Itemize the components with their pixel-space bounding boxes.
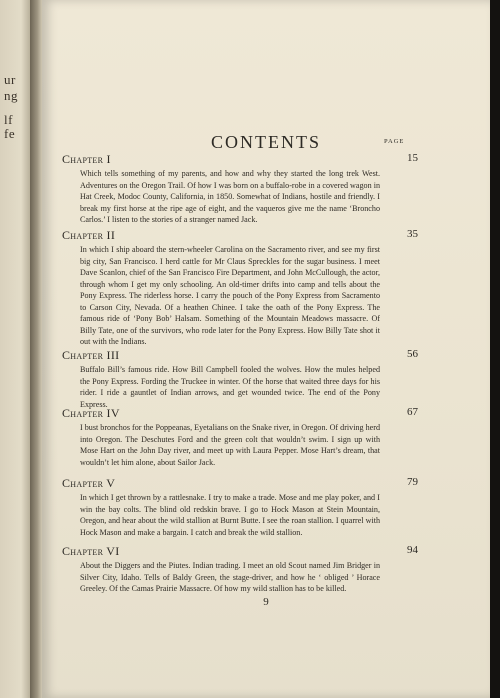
chapter-page-number: 94	[407, 544, 418, 556]
page-number-footer: 9	[263, 596, 269, 608]
chapter-heading: Chapter V	[62, 476, 116, 490]
chapter-heading: Chapter I	[62, 152, 111, 166]
chapter-summary: In which I ship aboard the stern-wheeler Carolina on the Sacramento river, and see my first big city, San Francisco. I herd cattle for Mr Claus Spreckles for the sugar business. I meet Dave Scanlon, chief of the San Francisco Fire Department, and John McCullough, the actor, through whom I get my only schooling. An old-timer drifts into camp and tells about the Pony Express. The riderless horse. I carry the pouch of the Pony Express from Sacramento to Carson City, Nevada. Of a heathen Chinee. I take the oath of the Pony Express. The famous ride of ‘Pony Bob’ Halsam. Something of the Mountain Meadows massacre. Of Billy Tate, one of the survivors, who rode later for the Pony Express. How Billy Tate shot it out with the Indians.	[80, 245, 380, 346]
chapter-page-number: 35	[407, 228, 418, 240]
chapter-entry	[62, 406, 418, 468]
previous-page-fragment: lf	[4, 112, 13, 127]
page-edge-shadow	[490, 0, 500, 698]
page-title: CONTENTS	[211, 132, 321, 152]
chapter-summary: Which tells something of my parents, and how and why they started the long trek West. Adventures on the Oregon Trail. Of how I was born on a buffalo-robe in a covered wagon in Hat Creek, Modoc County, California, in 1850. Somewhat of Indians, hostile and friendly. I break my first horse at the ripe age of eight, and the vaqueros give me the name ‘Broncho Carlos.’ I listen to the stories of a stranger named Jack.	[80, 169, 380, 224]
previous-page-edge	[0, 0, 30, 698]
chapter-summary: About the Diggers and the Piutes. Indian trading. I meet an old Scout named Jim Bridger in Silver City, Idaho. Tells of Baldy Green, the stage-driver, and how he ‘ obliged ’ Horace Greeley. Of the Camas Prairie Massacre. Of how my wild stallion has to be killed.	[80, 561, 380, 593]
book-gutter	[30, 0, 42, 698]
chapter-page-number: 67	[407, 406, 418, 418]
chapter-page-number: 56	[407, 348, 418, 360]
chapter-entry	[62, 152, 418, 226]
chapter-entry	[62, 476, 418, 538]
page-column-label: PAGE	[384, 138, 405, 145]
previous-page-fragment: ng	[4, 88, 18, 103]
chapter-summary: Buffalo Bill’s famous ride. How Bill Campbell fooled the wolves. How the mules helped the Pony Express. Fording the Truckee in winter. Of the horse that waited three days for his rider. I ride a gauntlet of Indian arrows, and get wounded twice. The end of the Pony Express.	[80, 365, 380, 409]
chapter-heading: Chapter III	[62, 348, 120, 362]
chapter-entry	[62, 348, 418, 410]
previous-page-fragment: fe	[4, 126, 16, 141]
previous-page-fragment: ur	[4, 72, 16, 87]
chapter-page-number: 15	[407, 152, 418, 164]
chapter-entry	[62, 228, 418, 348]
chapter-summary: I bust bronchos for the Poppeanas, Eyetalians on the Snake river, in Oregon. Of driving herd into Oregon. The Deschutes Ford and the green colt that wouldn’t swim. I sign up with Mose Hart on the John Day river, and meet up with Laura Pepper. Mose Hart’s dream, that wouldn’t let him alone, about Sailor Jack.	[80, 423, 380, 467]
chapter-page-number: 79	[407, 476, 418, 488]
chapter-summary: In which I get thrown by a rattlesnake. I try to make a trade. Mose and me play poker, and I win the bay colts. The blind old redskin brave. I go to Hock Mason at Stein Mountain, Oregon, and hear about the wild stallion at Burnt Butte. I see the roan stallion. I quarrel with Hock Mason and make a bargain. I catch and break the wild stallion.	[80, 493, 380, 537]
chapter-entry	[62, 544, 418, 595]
chapter-heading: Chapter VI	[62, 544, 120, 558]
chapter-heading: Chapter IV	[62, 406, 120, 420]
chapter-heading: Chapter II	[62, 228, 116, 242]
contents-page	[42, 0, 490, 698]
